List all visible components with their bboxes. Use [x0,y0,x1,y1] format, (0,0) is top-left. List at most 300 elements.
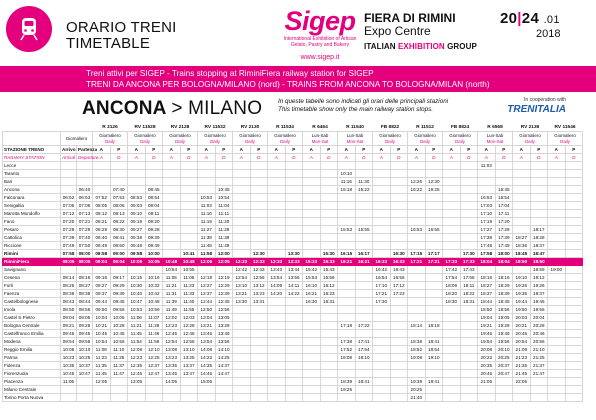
time-cell: 16:53 [478,194,496,202]
time-cell: 12:43 [250,266,268,274]
time-cell: 16:53 [408,226,426,234]
time-cell [390,314,408,322]
time-cell [250,186,268,194]
time-cell: 13:10 [233,282,251,290]
time-cell [163,186,181,194]
time-cell [390,362,408,370]
time-cell: 17:12 [390,282,408,290]
time-cell [460,178,478,186]
time-cell [478,170,496,178]
time-cell: 08:50 [61,306,77,314]
time-cell: 08:50 [110,242,128,250]
time-cell [443,186,461,194]
time-cell [110,394,128,402]
time-cell [460,218,478,226]
time-cell [373,378,391,386]
train-number: RV 2130 [240,125,260,131]
column-header: A [338,146,356,154]
station-name: Cattolica [3,234,61,242]
time-cell [180,162,198,170]
time-cell [110,170,128,178]
time-cell: 17:56 [460,274,478,282]
time-cell [233,210,251,218]
time-cell [128,266,146,274]
time-cell [93,178,111,186]
time-cell: 16:15 [338,250,356,258]
time-cell: 11:21 [163,282,181,290]
time-cell [250,346,268,354]
time-cell: 08:16 [77,274,93,282]
time-cell [338,274,356,282]
time-cell [373,202,391,210]
time-cell: 18:50 [513,258,531,266]
time-cell [373,386,391,394]
time-cell [145,170,163,178]
time-cell: 11:49 [163,306,181,314]
time-cell [495,170,513,178]
time-cell [495,394,513,402]
time-cell: 10:37 [77,362,93,370]
time-cell [320,354,338,362]
time-cell [268,242,286,250]
time-cell [460,346,478,354]
train-number: R 6464 [312,125,328,131]
time-cell [285,314,303,322]
info-banner [0,66,596,92]
time-cell [460,194,478,202]
note-line-2: This timetable show only the main railway station stops. [278,106,434,113]
time-cell: 13:33 [285,258,303,266]
time-cell: 09:45 [61,330,77,338]
time-cell: 10:05 [128,258,146,266]
time-cell [443,354,461,362]
time-cell [565,194,583,202]
time-cell: 09:45 [77,330,93,338]
ieg-part-2: EXHIBITION [398,42,445,51]
time-cell: 17:11 [495,210,513,218]
time-cell: 14:45 [198,370,216,378]
time-cell: 16:30 [390,250,408,258]
time-cell: 13:54 [268,274,286,282]
frequency-en: Daily [105,138,115,144]
time-cell [268,306,286,314]
time-cell: 18:17 [530,226,548,234]
column-header: A [128,154,146,162]
time-cell: 17:20 [495,218,513,226]
time-cell: 20:25 [495,354,513,362]
time-cell [285,362,303,370]
time-cell: 18:09 [443,282,461,290]
time-cell [373,362,391,370]
time-cell: 21:25 [530,354,548,362]
time-cell: 13:56 [215,338,233,346]
time-cell: 19:10 [425,354,443,362]
time-cell [250,170,268,178]
title-line-1: ORARIO TRENI [66,19,177,36]
time-cell [250,338,268,346]
time-cell [443,234,461,242]
ieg-part-1: ITALIAN [364,42,396,51]
time-cell: 17:54 [355,346,373,354]
time-cell: 11:33 [180,290,198,298]
time-cell: 12:54 [163,338,181,346]
time-cell [320,362,338,370]
time-cell [548,386,566,394]
time-cell [355,306,373,314]
time-cell [338,162,356,170]
time-cell: 12:50 [198,306,216,314]
time-cell [513,162,531,170]
time-cell [373,346,391,354]
time-cell: 18:41 [355,378,373,386]
time-cell [460,170,478,178]
column-header: Departure [78,155,99,161]
time-cell [513,202,531,210]
time-cell: 07:53 [110,194,128,202]
column-header: A [513,146,531,154]
time-cell [460,362,478,370]
time-cell [425,330,443,338]
table-row [3,394,583,402]
time-cell: 12:45 [128,370,146,378]
time-cell [268,250,286,258]
time-cell [390,370,408,378]
time-cell [373,210,391,218]
time-cell [460,226,478,234]
time-cell [373,370,391,378]
time-cell: 16:23 [320,290,338,298]
time-cell [495,386,513,394]
time-cell [425,162,443,170]
station-name: Modena [3,338,61,346]
column-header: A [303,154,321,162]
time-cell: 09:58 [128,250,146,258]
table-row [3,330,583,338]
time-cell [215,386,233,394]
time-cell: 10:59 [145,306,163,314]
time-cell [495,378,513,386]
time-cell: 18:29 [495,282,513,290]
time-cell [285,178,303,186]
column-header: D [460,154,478,162]
time-cell [61,394,77,402]
station-name: Fiorenzuola [3,370,61,378]
time-cell: 11:48 [198,242,216,250]
time-cell: 18:50 [478,306,496,314]
time-cell: 12:23 [163,322,181,330]
time-cell [303,210,321,218]
time-cell [530,386,548,394]
time-cell [163,394,181,402]
time-cell [373,354,391,362]
time-cell: 15:30 [320,250,338,258]
time-cell: 15:22 [355,186,373,194]
frequency-en: Daily [140,138,150,144]
time-cell [303,362,321,370]
time-cell: 11:03 [478,162,496,170]
time-cell: 09:17 [110,274,128,282]
time-cell [443,194,461,202]
time-cell: 17:42 [443,266,461,274]
time-cell [408,274,426,282]
frequency-en: Daily [210,138,220,144]
train-number: R 11534 [276,125,294,131]
column-header: A [268,146,286,154]
time-cell [355,282,373,290]
time-cell [268,234,286,242]
frequency-cell [93,132,128,146]
time-cell: 09:50 [93,306,111,314]
time-cell [425,282,443,290]
time-cell: 13:05 [215,314,233,322]
time-cell [513,178,531,186]
time-cell: 08:40 [93,234,111,242]
time-cell: 20:45 [513,330,531,338]
time-cell [215,162,233,170]
column-header: D [565,154,583,162]
time-cell [77,178,93,186]
time-cell [478,266,496,274]
time-cell: 19:56 [530,306,548,314]
column-header: D [215,154,233,162]
sigep-wordmark: Sigep [284,6,356,36]
time-cell: 17:43 [460,266,478,274]
time-cell: 19:28 [495,322,513,330]
time-cell: 09:49 [145,242,163,250]
time-cell [478,394,496,402]
time-cell [303,314,321,322]
time-cell [425,202,443,210]
time-cell: 18:47 [530,250,548,258]
time-cell [268,362,286,370]
frequency-it: Giornaliero [274,133,296,139]
time-cell [408,162,426,170]
time-cell: 18:39 [338,378,356,386]
time-cell: 18:30 [443,298,461,306]
time-cell: 21:05 [478,378,496,386]
time-cell [285,202,303,210]
time-cell [548,378,566,386]
time-cell: 15:55 [355,226,373,234]
time-cell [408,370,426,378]
time-cell [250,194,268,202]
time-cell [180,218,198,226]
time-cell: 14:47 [215,370,233,378]
time-cell [233,178,251,186]
time-cell [565,362,583,370]
time-cell [303,354,321,362]
time-cell: 12:37 [145,362,163,370]
time-cell [61,170,77,178]
frequency-cell [303,132,338,146]
time-cell [565,250,583,258]
time-cell: 07:52 [93,194,111,202]
time-cell: 11:05 [163,274,181,282]
table-row [3,346,583,354]
column-header: P [250,146,268,154]
time-cell [443,170,461,178]
sigep-url[interactable]: www.sigep.it [300,54,340,61]
time-cell [163,234,181,242]
time-cell [320,202,338,210]
station-name: Senigallia [3,202,61,210]
column-header: Arrival [62,155,76,161]
time-cell: 11:10 [198,210,216,218]
time-cell: 09:26 [77,322,93,330]
time-cell: 12:47 [145,370,163,378]
time-cell [77,266,93,274]
time-cell: 12:26 [408,178,426,186]
time-cell: 20:35 [478,362,496,370]
time-cell [250,378,268,386]
column-header: P [145,146,163,154]
time-cell: 06:53 [77,194,93,202]
column-header: A [408,146,426,154]
column-header: D [250,154,268,162]
time-cell [355,266,373,274]
time-cell [180,226,198,234]
time-cell: 15:54 [303,274,321,282]
time-cell: 10:54 [93,338,111,346]
time-cell [408,170,426,178]
time-cell: 07:39 [61,234,77,242]
time-cell [548,394,566,402]
column-header: D [495,154,513,162]
time-cell: 14:08 [198,346,216,354]
time-cell [548,346,566,354]
partner-name: TRENITALIA [507,104,566,115]
time-cell [233,322,251,330]
time-cell [268,322,286,330]
time-cell: 13:54 [198,338,216,346]
time-cell: 18:45 [513,250,531,258]
time-cell [565,298,583,306]
train-number-row [3,124,583,132]
time-cell: 10:45 [61,370,77,378]
time-cell: 12:33 [233,258,251,266]
time-cell [373,338,391,346]
column-header: P [565,146,583,154]
time-cell [443,210,461,218]
time-cell [548,338,566,346]
time-cell [320,170,338,178]
time-cell: 07:05 [61,202,77,210]
time-cell: 20:21 [513,322,531,330]
column-header: STAZIONE TRENO [3,146,61,154]
time-cell [303,378,321,386]
frequency-it: Lun-Sab [311,133,329,139]
time-cell: 13:35 [163,362,181,370]
time-cell: 20:28 [530,322,548,330]
time-cell: 09:11 [145,210,163,218]
station-name: RiminiFiera [3,258,61,266]
time-cell: 15:05 [198,378,216,386]
column-header: A [93,146,111,154]
time-cell [408,282,426,290]
time-cell [565,186,583,194]
time-cell [250,162,268,170]
time-cell [285,322,303,330]
time-cell: 08:13 [110,210,128,218]
train-number-spacer [3,124,61,132]
time-cell [233,226,251,234]
time-cell [285,210,303,218]
time-cell: 09:48 [128,242,146,250]
time-cell [548,370,566,378]
frequency-en: Daily [455,138,465,144]
time-cell: 12:35 [128,362,146,370]
time-cell [303,242,321,250]
time-cell [268,378,286,386]
time-cell: 14:23 [198,354,216,362]
time-cell [338,298,356,306]
time-cell: 08:05 [61,258,77,266]
time-cell: 12:05 [215,258,233,266]
column-header: Arrivo [62,147,76,153]
frequency-cell [408,132,443,146]
time-cell: 08:05 [93,202,111,210]
time-cell: 21:35 [513,362,531,370]
time-cell [338,314,356,322]
time-cell: 11:35 [93,362,111,370]
time-cell: 18:31 [460,298,478,306]
table-row [3,194,583,202]
time-cell: 21:23 [513,354,531,362]
frequency-cell [548,132,583,146]
time-cell: 11:58 [198,250,216,258]
time-cell [303,250,321,258]
time-cell [530,170,548,178]
time-cell [460,378,478,386]
time-cell: 10:05 [110,314,128,322]
time-cell: 08:54 [145,194,163,202]
time-cell: 16:33 [373,258,391,266]
title-line-2: TIMETABLE [66,35,151,52]
time-cell [390,226,408,234]
time-cell [565,322,583,330]
time-cell [425,370,443,378]
station-name: Marotta Mondolfo [3,210,61,218]
time-cell [268,202,286,210]
time-cell: 12:37 [198,290,216,298]
time-cell: 17:33 [443,258,461,266]
time-cell [233,362,251,370]
time-cell: 20:08 [478,346,496,354]
time-cell [495,266,513,274]
time-cell [548,218,566,226]
time-cell: 11:20 [215,218,233,226]
time-cell: 12:30 [425,178,443,186]
time-cell [443,314,461,322]
time-cell [338,362,356,370]
time-cell: 12:08 [128,346,146,354]
time-cell [320,330,338,338]
time-cell [233,346,251,354]
time-cell: 19:12 [530,274,548,282]
table-row [3,282,583,290]
time-cell [215,266,233,274]
time-cell: 14:35 [198,362,216,370]
column-header: A [548,146,566,154]
time-cell [93,162,111,170]
column-header: P [110,146,128,154]
frequency-it: Giornaliero [99,133,121,139]
time-cell: 11:30 [355,178,373,186]
station-name: Castel S.Pietro [3,314,61,322]
time-cell: 18:20 [443,290,461,298]
time-cell: 10:42 [145,290,163,298]
train-number: R 11540 [346,125,364,131]
